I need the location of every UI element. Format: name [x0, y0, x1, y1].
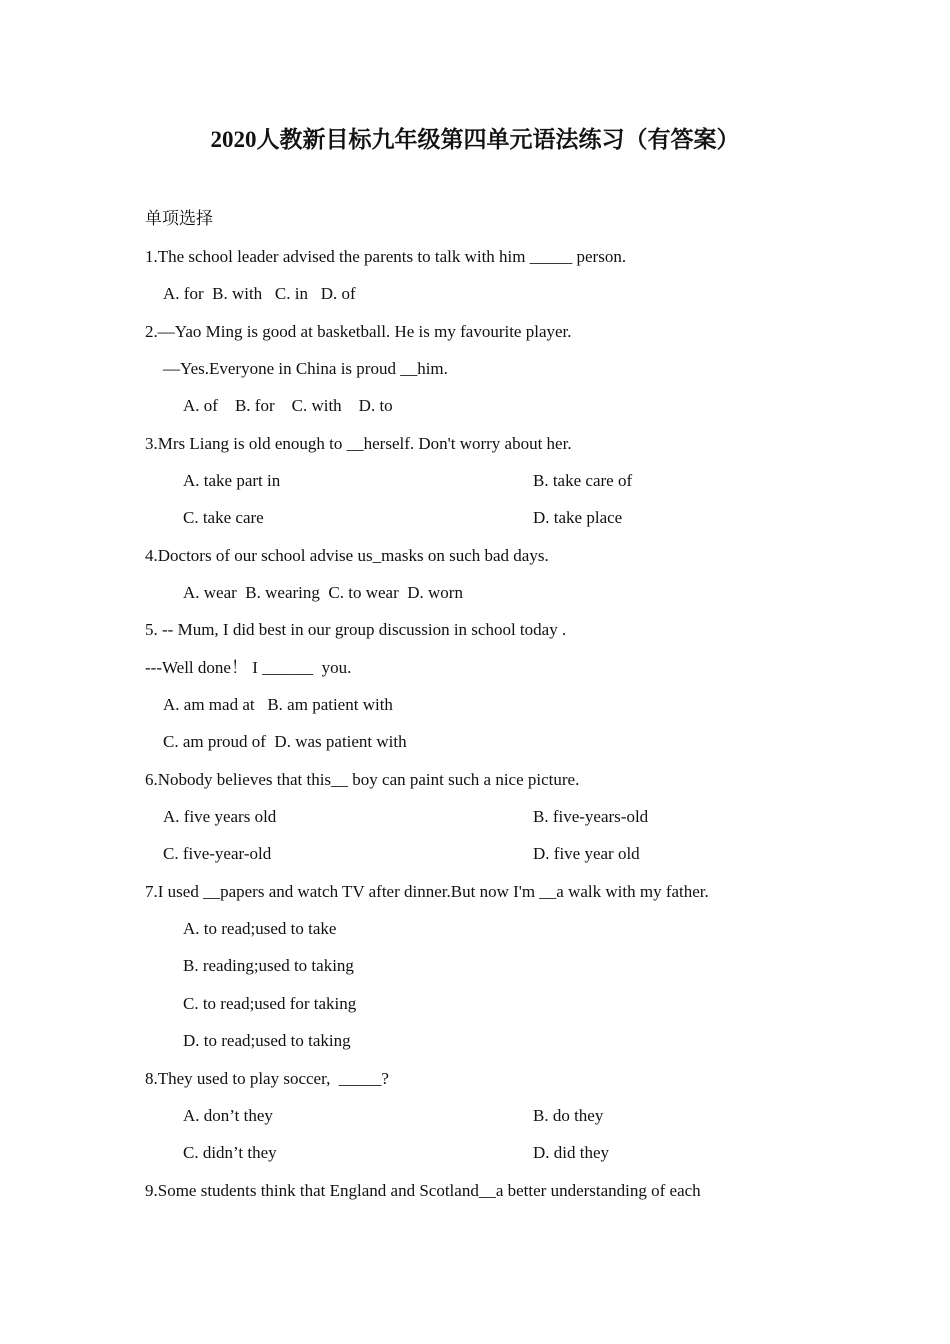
question-8-option-a: A. don’t they [183, 1106, 273, 1125]
question-4-options: A. wear B. wearing C. to wear D. worn [183, 583, 463, 602]
question-5-options-cd: C. am proud of D. was patient with [163, 732, 407, 751]
question-3-option-a: A. take part in [183, 471, 281, 490]
question-7-option-a: A. to read;used to take [183, 919, 337, 938]
question-7-stem: 7.I used __papers and watch TV after dinner.But now I'm __a walk with my father. [145, 882, 709, 901]
question-5-stem: 5. -- Mum, I did best in our group discussion in school today . [145, 620, 567, 639]
question-3-option-b: B. take care of [533, 471, 633, 490]
question-3-option-d: D. take place [533, 508, 623, 527]
page-title: 2020人教新目标九年级第四单元语法练习（有答案） [210, 127, 740, 152]
question-6-option-a: A. five years old [163, 807, 277, 826]
question-6-option-b: B. five-years-old [533, 807, 649, 826]
question-7-option-d: D. to read;used to taking [183, 1031, 351, 1050]
question-8-option-b: B. do they [533, 1106, 604, 1125]
question-1-options: A. for B. with C. in D. of [163, 284, 356, 303]
question-6-option-d: D. five year old [533, 844, 640, 863]
question-2-options: A. of B. for C. with D. to [183, 396, 393, 415]
question-8-stem: 8.They used to play soccer, _____? [145, 1069, 389, 1088]
question-8-option-d: D. did they [533, 1143, 610, 1162]
question-2-reply: —Yes.Everyone in China is proud __him. [163, 359, 448, 378]
question-3-option-c: C. take care [183, 508, 264, 527]
section-heading: 单项选择 [145, 209, 213, 228]
question-5-reply: ---Well done！ I ______ you. [145, 658, 352, 677]
question-2-stem: 2.—Yao Ming is good at basketball. He is my favourite player. [145, 322, 572, 341]
question-6-stem: 6.Nobody believes that this__ boy can paint such a nice picture. [145, 770, 580, 789]
question-5-options-ab: A. am mad at B. am patient with [163, 695, 393, 714]
question-7-option-c: C. to read;used for taking [183, 994, 357, 1013]
question-1-stem: 1.The school leader advised the parents to talk with him _____ person. [145, 247, 627, 266]
question-7-option-b: B. reading;used to taking [183, 956, 354, 975]
question-6-option-c: C. five-year-old [163, 844, 272, 863]
question-9-stem: 9.Some students think that England and Scotland__a better understanding of each [145, 1181, 701, 1200]
question-3-stem: 3.Mrs Liang is old enough to __herself. Don't worry about her. [145, 434, 572, 453]
question-8-option-c: C. didn’t they [183, 1143, 277, 1162]
question-4-stem: 4.Doctors of our school advise us_masks on such bad days. [145, 546, 549, 565]
